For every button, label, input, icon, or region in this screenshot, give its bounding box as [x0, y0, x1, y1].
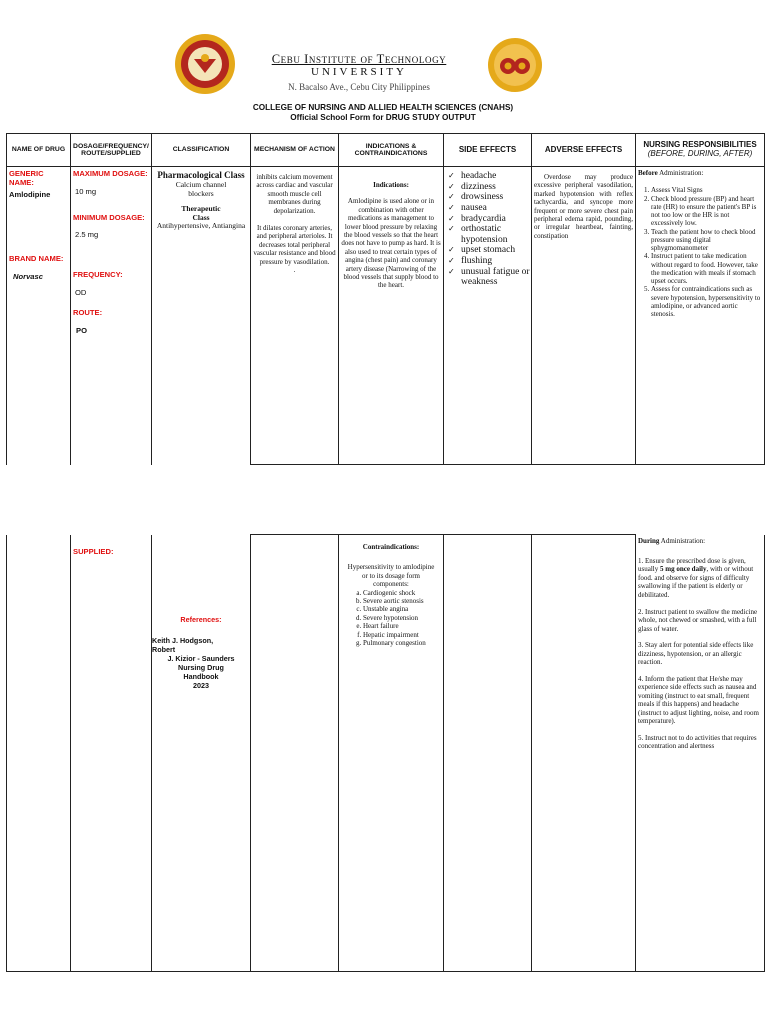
adverse-effects-cell	[532, 167, 636, 465]
contraindications-cell	[339, 535, 444, 972]
drug-study-table-page2	[6, 534, 765, 972]
max-dosage: 10 mg	[75, 187, 97, 196]
contraindication-item: a. Cardiogenic shock	[363, 589, 441, 597]
nursing-during-cell	[636, 535, 765, 972]
nursing-before-cell	[636, 167, 765, 465]
reference-author-1: Keith J. Hodgson, Robert	[152, 635, 214, 654]
indications-label: Indications	[373, 181, 407, 189]
supplied-cell	[71, 535, 152, 972]
brand-name: Norvasc	[13, 272, 43, 281]
contraindication-item: f. Hepatic impairment	[363, 631, 441, 639]
mechanism-dot: .	[293, 265, 296, 274]
side-effect-item: ✓ drowsiness	[448, 192, 531, 203]
route-label: ROUTE:	[73, 308, 103, 317]
pharmacological-class-label: Pharmacological Class	[157, 170, 245, 180]
adverse-effects-cell-cont	[532, 535, 636, 972]
col-mechanism: MECHANISM OF ACTION	[251, 134, 339, 167]
during-item-1	[638, 557, 762, 600]
col-adverse-effects	[532, 134, 636, 167]
col-name-of-drug: NAME OF DRUG	[7, 134, 71, 167]
during-item-4: 4. Inform the patient that He/she may experience side effects such as nausea and vomiting (instruct to eat small, frequent meals if this happens) and headache (instruct to adjust lighting, noise, and room temperature).	[638, 674, 759, 726]
before-suffix: Administration:	[657, 169, 704, 177]
max-dosage-label: MAXIMUM DOSAGE:	[73, 169, 148, 178]
side-effects-cell	[444, 167, 532, 465]
mechanism-cell-cont	[251, 535, 339, 972]
before-item: 4. Instruct patient to take medication without regard to food. However, take the medication with meals if stomach upset occurs.	[651, 252, 762, 285]
before-item: 1. Assess Vital Signs	[651, 186, 762, 194]
side-effect-item: ✓ dizziness	[448, 182, 531, 193]
generic-name: Amlodipine	[9, 190, 51, 199]
frequency-label: FREQUENCY:	[73, 270, 123, 279]
before-item: 3. Teach the patient how to check blood pressure using digital sphygmomanometer	[651, 228, 762, 253]
route: PO	[76, 326, 87, 335]
university-subtitle: UNIVERSITY	[311, 66, 407, 78]
indications-cell: Indications: Amlodipine is used alone or in combination with other medications as management to lower blood pressure by relaxing the blood vessels so that the heart does not have to pump as hard. It is also used to treat certain types of angina (chest pain) and coronary artery disease (Narrowing of the blood vessels that supply blood to the heart.	[339, 167, 444, 465]
mechanism-text-1: inhibits calcium movement across cardiac and vascular smooth muscle cell membranes during depolarization.	[256, 173, 333, 215]
cit-university-seal	[174, 33, 236, 95]
side-effect-item: ✓ orthostatic hypotension	[448, 224, 531, 245]
during-item-2: 2. Instruct patient to swallow the medicine whole, not chewed or smashed, with a full glass of water.	[638, 607, 758, 633]
before-label: Before	[638, 169, 658, 177]
references-cell	[152, 535, 251, 972]
col-side-effects	[444, 134, 532, 167]
during-item-3: 3. Stay alert for potential side effects like dizziness, hypotension, or an allergic reaction.	[638, 641, 754, 667]
col-nursing-responsibilities	[636, 134, 765, 167]
during-item-1-rest: , with or without food. and observe for signs of difficulty swallowing if the patient is elderly or debilitated.	[638, 565, 754, 600]
contraindication-item: g. Pulmonary congestion	[363, 639, 441, 647]
col-indications: INDICATIONS & CONTRAINDICATIONS	[339, 134, 444, 167]
during-item-5: 5. Instruct not to do activities that requires concentration and alertness	[638, 733, 757, 751]
college-title: COLLEGE OF NURSING AND ALLIED HEALTH SCIENCES (CNAHS)	[252, 103, 514, 112]
dosage-cell	[71, 167, 152, 465]
frequency: OD	[75, 288, 87, 297]
reference-author-2: J. Kizior - Saunders Nursing Drug Handbook	[167, 653, 235, 681]
university-address: N. Bacalso Ave., Cebu City Philippines	[288, 82, 430, 92]
during-item-1-text: 1. Ensure the prescribed dose is given, usually	[638, 556, 746, 574]
before-item: 5. Assess for contraindications such as severe hypotension, hypersensitivity to amlodipine, or advanced aortic stenosis.	[651, 285, 762, 318]
side-effect-item: ✓ flushing	[448, 256, 531, 267]
during-label: During	[638, 536, 660, 545]
contraindications-list	[341, 589, 441, 648]
contraindication-item: b. Severe aortic stenosis	[363, 597, 441, 605]
cnahs-seal	[487, 37, 543, 93]
drug-name-cell-cont	[7, 535, 71, 972]
classification-cell	[152, 167, 251, 465]
side-effects-cell-cont	[444, 535, 532, 972]
supplied-label: SUPPLIED:	[73, 546, 114, 556]
references-label: References:	[180, 614, 222, 624]
col-classification: CLASSIFICATION	[152, 134, 251, 167]
min-dosage-label: MINIMUM DOSAGE:	[73, 213, 145, 222]
contraindications-label: Contraindications:	[362, 543, 420, 551]
mechanism-text-2: It dilates coronary arteries, and peripheral arterioles. It decreases total peripheral vascular resistance and blood pressure by vasodilation.	[253, 223, 336, 266]
therapeutic-class: Antihypertensive, Antiangina	[156, 221, 246, 231]
indications-text: Amlodipine is used alone or in combination with other medications as management to lower blood pressure by relaxing the blood vessels so that the heart does not have to pump as hard. It is also used to treat certain types of angina (chest pain) and coronary artery disease (Narrowing of the blood vessels that supply blood to the heart.	[341, 197, 441, 290]
contraindication-item: c. Unstable angina	[363, 605, 441, 613]
contraindication-item: d. Severe hypotension	[363, 614, 441, 622]
adverse-heading: ADVERSE EFFECTS	[544, 144, 623, 154]
mechanism-cell	[251, 167, 339, 465]
side-effect-item: ✓ bradycardia	[448, 214, 531, 225]
before-item: 2. Check blood pressure (BP) and heart rate (HR) to ensure the patient's BP is not too low or the HR is not excessively low.	[651, 195, 762, 228]
generic-name-label: GENERIC NAME:	[9, 169, 44, 187]
form-title: Official School Form for DRUG STUDY OUTPUT	[290, 113, 476, 122]
pharmacological-class: Calcium channel blockers	[175, 179, 227, 198]
min-dosage: 2.5 mg	[75, 230, 99, 239]
adverse-effects-text: Overdose may produce excessive peripheral vasodilation, marked hypotension with reflex tachycardia, and syncope more frequent or more severe chest pain peripheral edema rapid, pounding, or irregular heartbeat, fainting, constipation	[534, 173, 633, 240]
contraindications-intro: Hypersensitivity to amlodipine or to its dosage form components:	[347, 563, 435, 589]
nursing-heading: NURSING RESPONSIBILITIES	[643, 140, 757, 150]
drug-name-cell	[7, 167, 71, 465]
side-effects-heading: SIDE EFFECTS	[458, 144, 517, 154]
side-effects-list	[444, 171, 531, 288]
col-dosage: DOSAGE/FREQUENCY/ ROUTE/SUPPLIED	[71, 134, 152, 167]
before-list	[638, 186, 762, 318]
drug-study-table-page1	[6, 133, 765, 465]
side-effect-item: ✓ upset stomach	[448, 245, 531, 256]
side-effect-item: ✓ unusual fatigue or weakness	[448, 267, 531, 288]
side-effect-item: ✓ headache	[448, 171, 531, 182]
during-suffix: Administration:	[659, 536, 706, 545]
university-name: Cebu Institute of Technology	[271, 52, 447, 66]
side-effect-item: ✓ nausea	[448, 203, 531, 214]
during-item-1-dose: 5 mg once daily	[659, 565, 707, 574]
therapeutic-class-label: Therapeutic Class	[181, 204, 221, 222]
reference-year: 2023	[193, 680, 209, 690]
nursing-subheading: (BEFORE, DURING, AFTER)	[647, 149, 753, 158]
brand-name-label: BRAND NAME:	[9, 254, 64, 263]
contraindication-item: e. Heart failure	[363, 622, 441, 630]
